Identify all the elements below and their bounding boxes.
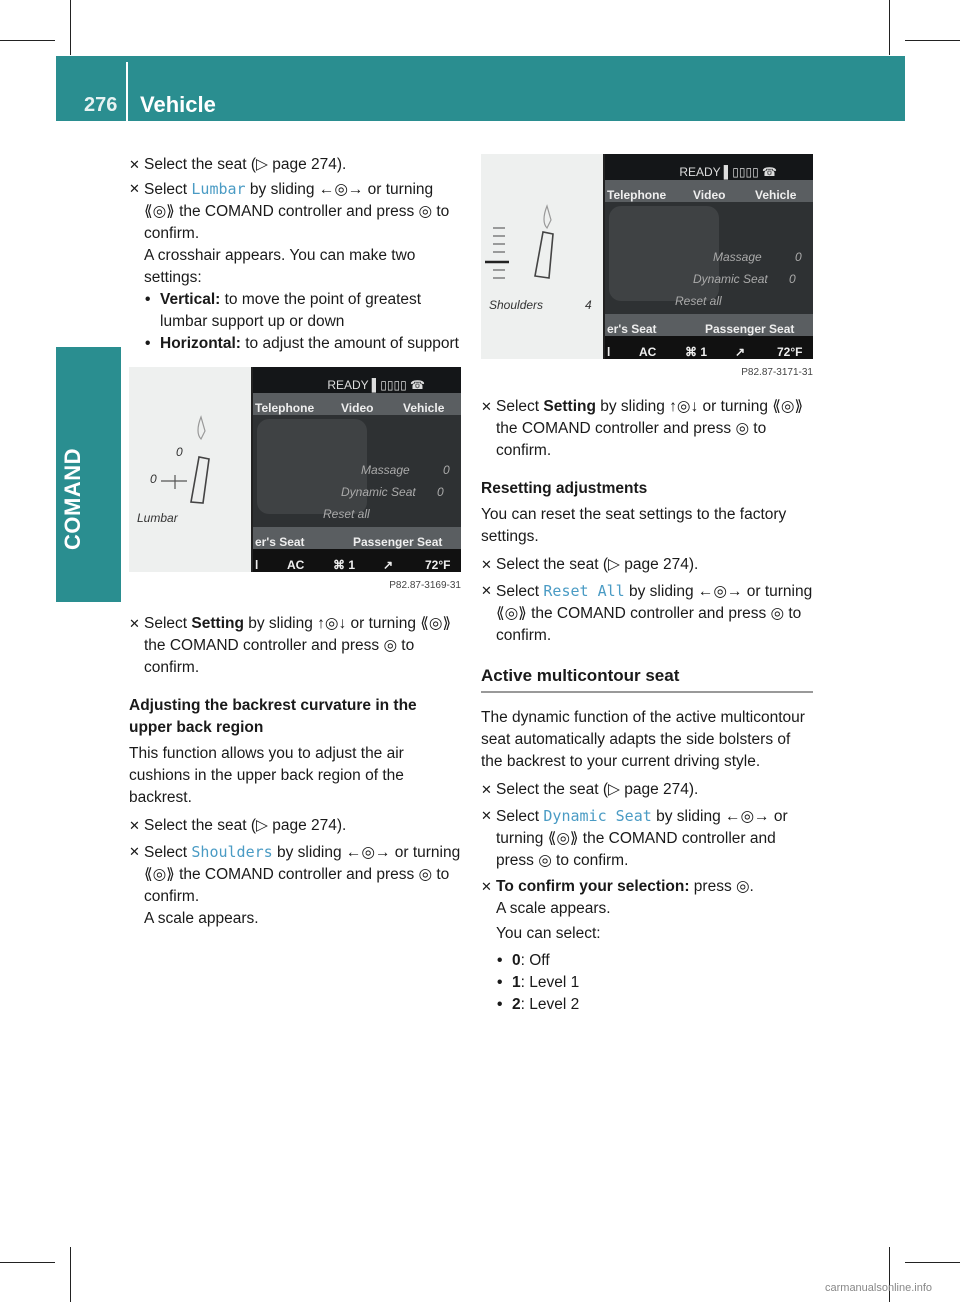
step: ✕ Select Shoulders by sliding ←◎→ or turning ⟪◎⟫ the COMAND controller and press ◎ to confirm. xyxy=(129,843,461,905)
list-item: • Vertical: to move the point of greatest lumbar support up or down xyxy=(145,291,422,330)
climate-item: l xyxy=(255,558,259,572)
menu-value: 0 xyxy=(789,272,796,286)
comand-screen-lumbar xyxy=(129,367,461,572)
note: A crosshair appears. You can make two settings: xyxy=(144,247,416,286)
menu-value: 0 xyxy=(795,250,802,264)
tab-bar xyxy=(253,393,461,415)
seat-selector xyxy=(605,314,813,336)
crop-mark xyxy=(70,1247,71,1302)
status-bar: READY ▌▯▯▯▯ ☎ xyxy=(253,367,461,393)
climate-bar xyxy=(605,336,813,359)
paragraph: You can reset the seat settings to the factory settings. xyxy=(481,506,787,545)
note: A scale appears. xyxy=(144,910,259,927)
step: ✕ Select Reset All by sliding ←◎→ or turning ⟪◎⟫ the COMAND controller and press ◎ to confirm. xyxy=(481,582,813,644)
comand-screen-shoulders xyxy=(481,154,813,359)
side-tab-label: COMAND xyxy=(60,448,85,550)
paragraph: This function allows you to adjust the air cushions in the upper back region of the backrest. xyxy=(129,745,404,806)
step-arrow-icon: ✕ xyxy=(129,157,140,172)
list-item: • 1: Level 1 xyxy=(497,974,580,991)
ac-button[interactable]: AC xyxy=(287,558,305,572)
seat-selector xyxy=(253,527,461,549)
menu-item-reset-all[interactable]: Reset all xyxy=(675,294,722,308)
step: ✕ Select the seat (▷ page 274). xyxy=(481,554,813,576)
section-heading: Active multicontour seat xyxy=(481,665,813,693)
crop-mark xyxy=(0,40,55,41)
lumbar-label: Lumbar xyxy=(137,511,178,525)
ac-button[interactable]: AC xyxy=(639,345,657,359)
temperature-readout[interactable]: 72°F xyxy=(425,558,451,572)
menu-item-dynamic-seat[interactable]: Dynamic Seat xyxy=(341,485,416,499)
tab-drivers-seat[interactable]: er's Seat xyxy=(255,535,305,549)
figure-caption: P82.87-3169-31 xyxy=(389,580,461,591)
menu-value: 0 xyxy=(437,485,444,499)
menu-item-lumbar: Lumbar xyxy=(191,180,246,198)
list-item: • 0: Off xyxy=(497,952,550,969)
right-column xyxy=(481,154,813,1016)
climate-bar xyxy=(253,549,461,572)
step: ✕ Select Lumbar by sliding ←◎→ or turning ⟪◎⟫ the COMAND controller and press ◎ to confirm. xyxy=(129,180,450,242)
comand-display xyxy=(253,367,461,572)
tab-telephone[interactable]: Telephone xyxy=(607,188,667,202)
step-arrow-icon: ✕ xyxy=(481,557,492,572)
crop-mark xyxy=(70,0,71,55)
menu-item-reset-all[interactable]: Reset all xyxy=(323,507,370,521)
step: ✕ Select Dynamic Seat by sliding ←◎→ or turning ⟪◎⟫ the COMAND controller and press ◎ to confirm. xyxy=(481,807,788,869)
footer-watermark: carmanualsonline.info xyxy=(825,1282,933,1294)
lumbar-vertical-value: 0 xyxy=(176,445,183,459)
tab-telephone[interactable]: Telephone xyxy=(255,401,315,415)
crop-mark xyxy=(889,0,890,55)
step-arrow-icon: ✕ xyxy=(481,782,492,797)
comand-display xyxy=(605,154,813,359)
step: ✕ Select the seat (▷ page 274). xyxy=(481,779,813,801)
tab-video[interactable]: Video xyxy=(341,401,374,415)
status-bar: READY ▌▯▯▯▯ ☎ xyxy=(605,154,813,180)
tab-drivers-seat[interactable]: er's Seat xyxy=(607,322,657,336)
step: ✕ Select the seat (▷ page 274). xyxy=(129,815,461,837)
tab-passenger-seat[interactable]: Passenger Seat xyxy=(705,322,795,336)
step: ✕ Select Setting by sliding ↑◎↓ or turning ⟪◎⟫ the COMAND controller and press ◎ to confirm. xyxy=(129,615,452,676)
tab-passenger-seat[interactable]: Passenger Seat xyxy=(353,535,443,549)
subheading: Resetting adjustments xyxy=(481,480,648,497)
list-item: • 2: Level 2 xyxy=(497,996,580,1013)
step-arrow-icon: ✕ xyxy=(481,879,492,894)
section-title: Vehicle xyxy=(140,92,216,117)
shoulders-value: 4 xyxy=(585,298,592,312)
note: You can select: xyxy=(496,925,601,942)
subheading: Adjusting the backrest curvature in the upper back region xyxy=(129,697,417,736)
crop-mark xyxy=(905,40,960,41)
crop-mark xyxy=(0,1262,55,1263)
seat-scale-icon xyxy=(481,154,603,359)
airflow-icon[interactable]: ↗ xyxy=(735,345,746,359)
temperature-readout[interactable]: 72°F xyxy=(777,345,803,359)
step-arrow-icon: ✕ xyxy=(481,583,492,598)
seat-outline-icon xyxy=(129,367,251,572)
crop-mark xyxy=(905,1262,960,1263)
airflow-icon[interactable]: ↗ xyxy=(383,558,394,572)
menu-item-reset-all: Reset All xyxy=(543,582,625,600)
paragraph: The dynamic function of the active multicontour seat automatically adapts the side bolsters of the backrest to your current driving style. xyxy=(481,709,805,770)
lumbar-horizontal-value: 0 xyxy=(150,472,157,486)
menu-value: 0 xyxy=(443,463,450,477)
shoulders-label: Shoulders xyxy=(489,298,544,312)
left-column xyxy=(129,154,461,930)
step-arrow-icon: ✕ xyxy=(481,399,492,414)
climate-item: l xyxy=(607,345,611,359)
fan-button[interactable]: ⌘ 1 xyxy=(333,558,356,572)
tab-vehicle[interactable]: Vehicle xyxy=(403,401,445,415)
page-number: 276 xyxy=(84,94,118,116)
menu-item-massage[interactable]: Massage xyxy=(713,250,762,264)
step-arrow-icon: ✕ xyxy=(129,616,140,631)
shoulders-panel xyxy=(481,154,603,359)
menu-item-dynamic-seat[interactable]: Dynamic Seat xyxy=(693,272,768,286)
step: ✕ Select the seat (▷ page 274). xyxy=(129,154,461,176)
tab-vehicle[interactable]: Vehicle xyxy=(755,188,797,202)
step-arrow-icon: ✕ xyxy=(129,844,140,859)
header-divider xyxy=(126,62,128,122)
step: ✕ To confirm your selection: press ◎. xyxy=(481,876,813,898)
lumbar-panel xyxy=(129,367,251,572)
step: ✕ Select Setting by sliding ↑◎↓ or turning ⟪◎⟫ the COMAND controller and press ◎ to confirm. xyxy=(481,398,804,459)
list-item: • Horizontal: to adjust the amount of support xyxy=(145,335,459,352)
step-arrow-icon: ✕ xyxy=(129,181,140,196)
step-arrow-icon: ✕ xyxy=(481,808,492,823)
figure-caption: P82.87-3171-31 xyxy=(741,367,813,378)
fan-button[interactable]: ⌘ 1 xyxy=(685,345,708,359)
step-arrow-icon: ✕ xyxy=(129,818,140,833)
menu-item-dynamic-seat: Dynamic Seat xyxy=(543,807,652,825)
note: A scale appears. xyxy=(496,900,611,917)
tab-bar xyxy=(605,180,813,202)
menu-item-shoulders: Shoulders xyxy=(191,843,273,861)
menu-item-massage[interactable]: Massage xyxy=(361,463,410,477)
tab-video[interactable]: Video xyxy=(693,188,726,202)
